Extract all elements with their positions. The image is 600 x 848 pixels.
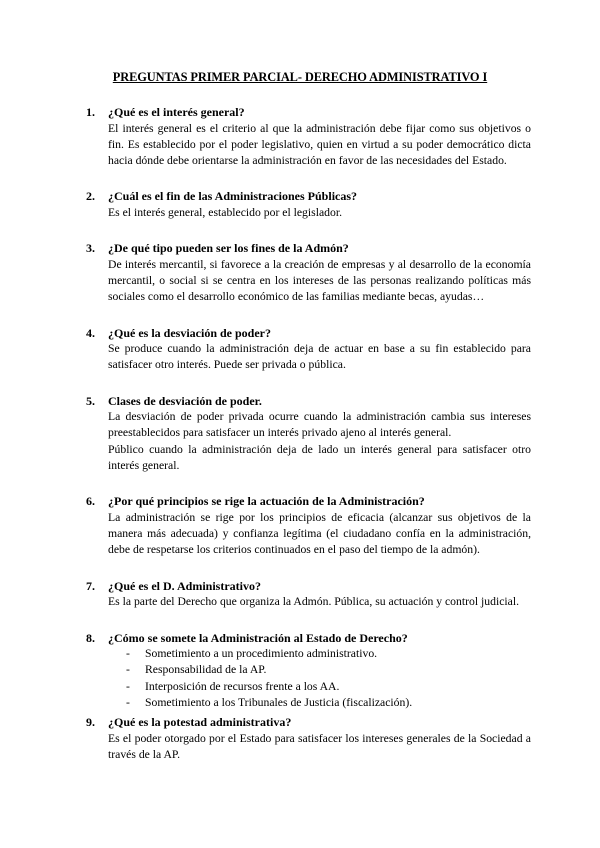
- question-number: 7.: [86, 578, 95, 593]
- answer-text: [108, 731, 531, 764]
- question-number: 9.: [86, 715, 95, 730]
- bullet-marker: -: [126, 695, 130, 709]
- question-item-3: [0, 240, 600, 305]
- answer-paragraph: La administración se rige por los principios de eficacia (alcanzar sus objetivos de la manera más adecuada) y confianza legítima (el ciudadano confía en la administración, debe de respetarse los criterios continuados en el paso del tiempo de la admón).: [108, 510, 531, 557]
- question-text: ¿Cuál es el fin de las Administraciones Públicas?: [108, 189, 358, 204]
- answer-paragraph: Es el poder otorgado por el Estado para satisfacer los intereses generales de la Sociedad a través de la AP.: [108, 731, 531, 762]
- bullet-text: Responsabilidad de la AP.: [145, 663, 267, 677]
- answer-paragraph: La desviación de poder privada ocurre cuando la administración cambia sus intereses preestablecidos para satisfacer un interés privado ajeno al interés general.: [108, 410, 531, 440]
- bullet-item: [126, 695, 600, 711]
- question-text: ¿Qué es el interés general?: [108, 105, 245, 119]
- answer-text: [108, 594, 531, 610]
- bullet-text: Sometimiento a los Tribunales de Justicia (fiscalización).: [145, 695, 413, 709]
- question-item-9: [0, 714, 600, 763]
- answer-text: [108, 341, 531, 374]
- bullet-item: [126, 646, 600, 662]
- answer-paragraph: Es el interés general, establecido por el legislador.: [108, 205, 342, 219]
- answer-text: [108, 121, 531, 170]
- question-item-2: [0, 188, 600, 221]
- answer-text: [108, 205, 531, 221]
- bullet-marker: -: [126, 663, 130, 677]
- question-item-7: [0, 578, 600, 611]
- question-text: ¿Por qué principios se rige la actuación de la Administración?: [108, 494, 425, 509]
- question-list: [0, 104, 600, 782]
- question-item-8: [0, 630, 600, 712]
- question-text: ¿Cómo se somete la Administración al Estado de Derecho?: [108, 630, 408, 645]
- question-number: 5.: [86, 393, 95, 408]
- answer-text: [108, 409, 531, 474]
- bullet-text: Sometimiento a un procedimiento administrativo.: [145, 647, 378, 661]
- question-number: 2.: [86, 189, 95, 204]
- question-text: ¿Qué es el D. Administrativo?: [108, 578, 261, 593]
- answer-paragraph: Público cuando la administración deja de lado un interés general para satisfacer otro interés general.: [108, 442, 531, 473]
- answer-text: [108, 257, 531, 306]
- bullet-item: [126, 679, 600, 695]
- bullet-item: [126, 662, 600, 678]
- question-item-1: [0, 104, 600, 169]
- question-item-6: [0, 493, 600, 558]
- question-number: 6.: [86, 494, 95, 509]
- answer-paragraph: Es la parte del Derecho que organiza la Admón. Pública, su actuación y control judicial.: [108, 595, 519, 609]
- question-number: 1.: [86, 105, 95, 119]
- answer-paragraph: El interés general es el criterio al que la administración debe fijar como sus objetivos o fin. Es establecido por el poder legislativo, quien en virtud a su poder democrático dicta hacia dónde debe orientarse la administración en favor de las necesidades del Estado.: [108, 121, 531, 168]
- question-item-5: [0, 393, 600, 475]
- bullet-marker: -: [126, 647, 130, 661]
- bullet-marker: -: [126, 679, 130, 693]
- question-number: 4.: [86, 325, 95, 340]
- page-title: PREGUNTAS PRIMER PARCIAL- DERECHO ADMINISTRATIVO I: [112, 70, 488, 84]
- bullet-list: [0, 646, 600, 711]
- question-item-4: [0, 325, 600, 374]
- question-text: Clases de desviación de poder.: [108, 393, 262, 408]
- answer-paragraph: Se produce cuando la administración deja de actuar en base a su fin establecido para satisfacer otro interés. Puede ser privada o pública.: [108, 342, 531, 372]
- answer-text: [108, 510, 531, 559]
- question-text: ¿Qué es la potestad administrativa?: [108, 715, 292, 730]
- question-text: ¿De qué tipo pueden ser los fines de la Admón?: [108, 241, 349, 256]
- answer-paragraph: De interés mercantil, si favorece a la creación de empresas y al desarrollo de la economía mercantil, o social si se centra en los intereses de las personas realizando políticas más sociales como el desarrollo económico de las familias mediante becas, ayudas…: [108, 257, 531, 304]
- question-text: ¿Qué es la desviación de poder?: [108, 325, 272, 340]
- question-number: 8.: [86, 630, 95, 645]
- bullet-text: Interposición de recursos frente a los AA.: [145, 679, 340, 693]
- question-number: 3.: [86, 241, 95, 256]
